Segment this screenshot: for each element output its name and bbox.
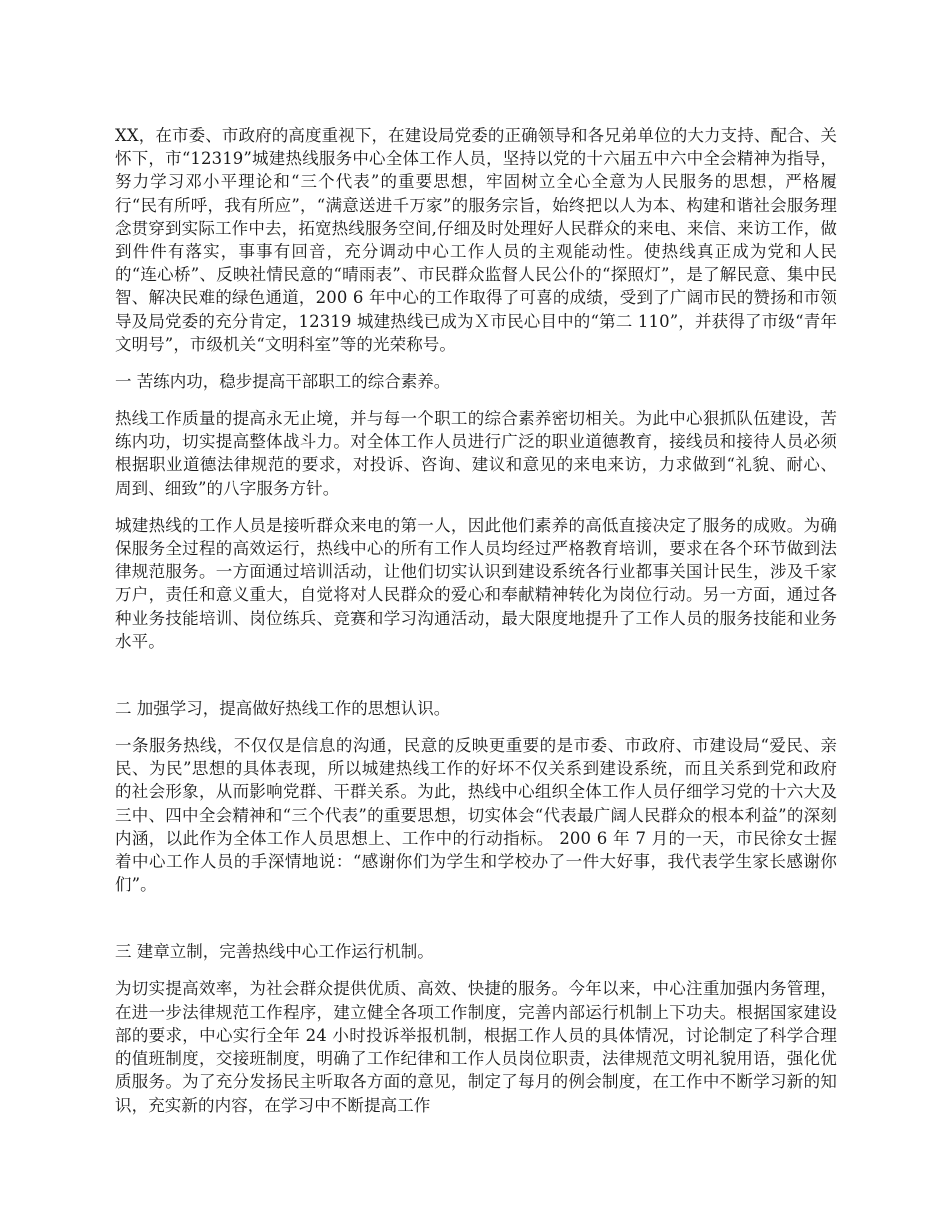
section-1-paragraph-1: 热线工作质量的提高永无止境，并与每一个职工的综合素养密切相关。为此中心狠抓队伍建设，苦练内功，切实提高整体战斗力。对全体工作人员进行广泛的职业道德教育，接线员和接待人员必须根据职业道德法律规范的要求，对投诉、咨询、建议和意见的来电来访，力求做到“礼貌、耐心、周到、细致”的八字服务方针。 (115, 409, 837, 498)
spacer (115, 910, 837, 940)
section-3-paragraph-1: 为切实提高效率，为社会群众提供优质、高效、快捷的服务。今年以来，中心注重加强内务管理，在进一步法律规范工作程序，建立健全各项工作制度，完善内部运行机制上下功夫。根据国家建设部的要求，中心实行全年 24 小时投诉举报机制，根据工作人员的具体情况，讨论制定了科学合理的值班制度，交接班制度，明确了工作纪律和工作人员岗位职责，法律规范文明礼貌用语，强化优质服务。为了充分发扬民主听取各方面的意见，制定了每月的例会制度，在工作中不断学习新的知识，充实新的内容，在学习中不断提高工作 (115, 979, 837, 1115)
section-1-paragraph-2: 城建热线的工作人员是接听群众来电的第一人，因此他们素养的高低直接决定了服务的成败。为确保服务全过程的高效运行，热线中心的所有工作人员均经过严格教育培训，要求在各个环节做到法律规范服务。一方面通过培训活动，让他们切实认识到建设系统各行业都事关国计民生，涉及千家万户，责任和意义重大，自觉将对人民群众的爱心和奉献精神转化为岗位行动。另一方面，通过各种业务技能培训、岗位练兵、竞赛和学习沟通活动，最大限度地提升了工作人员的服务技能和业务水平。 (115, 515, 837, 651)
section-1-heading: 一 苦练内功，稳步提高干部职工的综合素养。 (115, 372, 451, 392)
document-body (115, 124, 837, 1131)
section-3-heading: 三 建章立制，完善热线中心工作运行机制。 (115, 942, 434, 962)
section-2-heading: 二 加强学习，提高做好热线工作的思想认识。 (115, 699, 451, 719)
intro-paragraph: XX，在市委、市政府的高度重视下，在建设局党委的正确领导和各兄弟单位的大力支持、配合、关怀下，市“12319”城建热线服务中心全体工作人员，坚持以党的十六届五中六中全会精神为指导，努力学习邓小平理论和“三个代表”的重要思想，牢固树立全心全意为人民服务的思想，严格履行“民有所呼，我有所应”，“满意送进千万家”的服务宗旨，始终把以人为本、构建和谐社会服务理念贯穿到实际工作中去，拓宽热线服务空间,仔细及时处理好人民群众的来电、来信、来访工作，做到件件有落实，事事有回音，充分调动中心工作人员的主观能动性。使热线真正成为党和人民的“连心桥”、反映社情民意的“晴雨表”、市民群众监督人民公仆的“探照灯”，是了解民意、集中民智、解决民难的绿色通道，200 6 年中心的工作取得了可喜的成绩，受到了广阔市民的赞扬和市领导及局党委的充分肯定，12319 城建热线已成为Ｘ市民心目中的“第二 110”，并获得了市级“青年文明号”，市级机关“文明科室”等的光荣称号。 (115, 126, 837, 354)
section-2-paragraph-1: 一条服务热线，不仅仅是信息的沟通，民意的反映更重要的是市委、市政府、市建设局“爱民、亲民、为民”思想的具体表现，所以城建热线工作的好坏不仅关系到建设系统，而且关系到党和政府的社会形象，从而影响党群、干群关系。为此，热线中心组织全体工作人员仔细学习党的十六大及三中、四中全会精神和“三个代表”的重要思想，切实体会“代表最广阔人民群众的根本利益”的深刻内涵，以此作为全体工作人员思想上、工作中的行动指标。 200 6 年 7 月的一天，市民徐女士握着中心工作人员的手深情地说：“感谢你们为学生和学校办了一件大好事，我代表学生家长感谢你们”。 (115, 736, 837, 895)
spacer (115, 667, 837, 697)
